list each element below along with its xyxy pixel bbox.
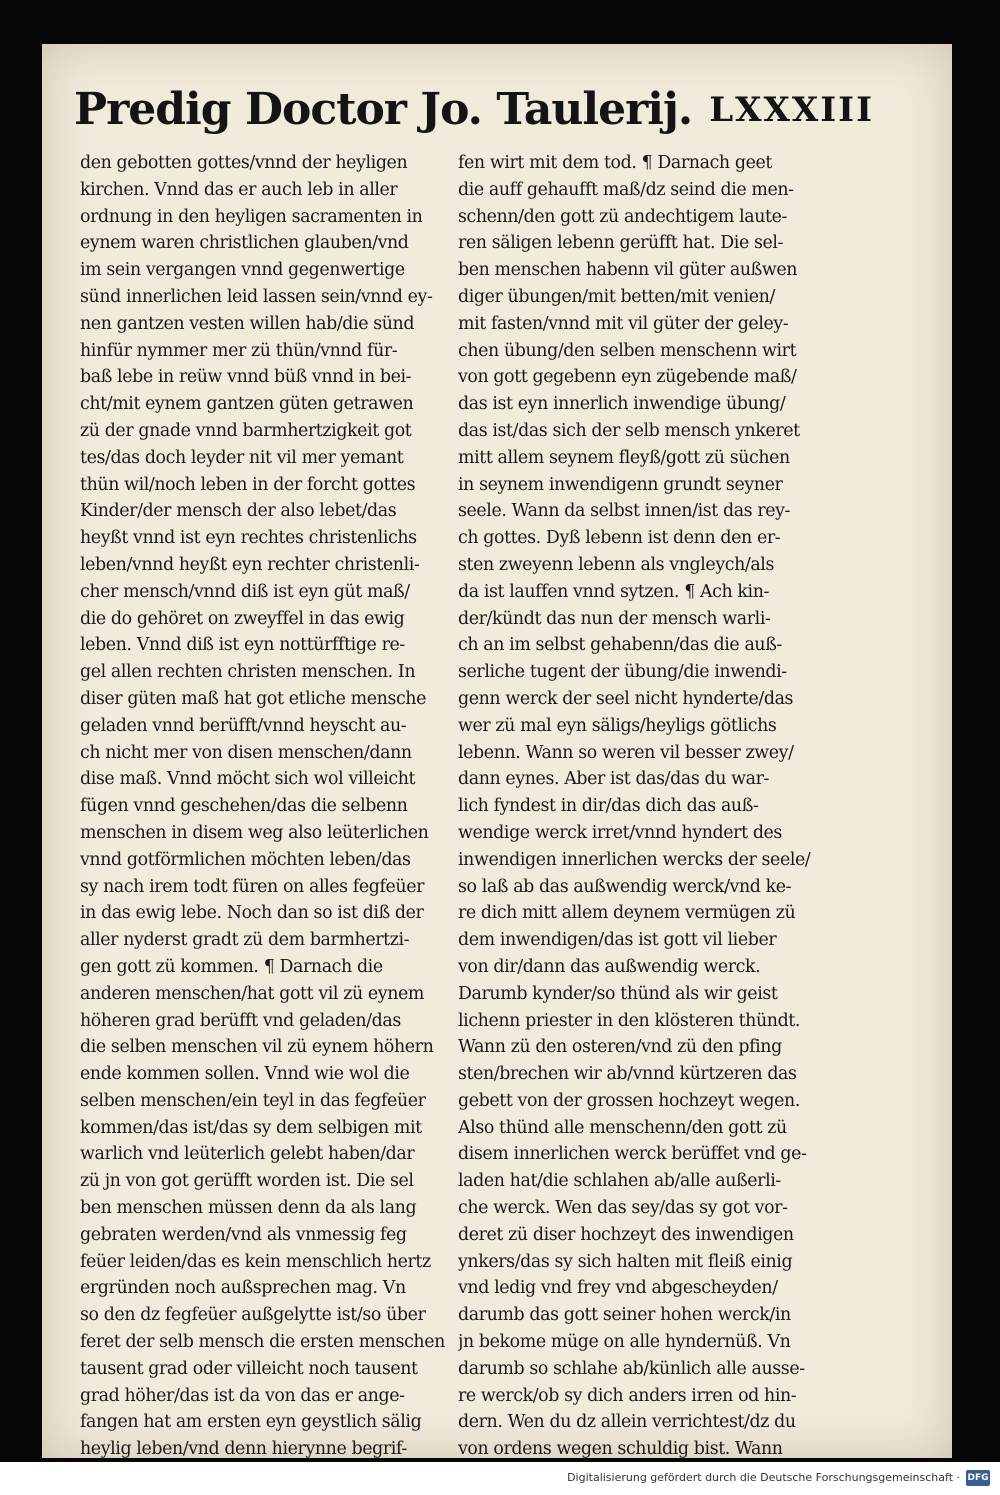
text-line: kommen/das ist/das sy dem selbigen mit bbox=[80, 1117, 422, 1138]
text-line: wendige werck irret/vnnd hyndert des bbox=[458, 822, 782, 843]
text-line: gel allen rechten christen menschen. In bbox=[80, 662, 416, 683]
dfg-logo-icon: DFG bbox=[966, 1470, 990, 1486]
text-line: Darumb kynder/so thünd als wir geist bbox=[458, 983, 778, 1004]
text-line: zü jn von got gerüfft worden ist. Die sel bbox=[80, 1171, 414, 1192]
text-line: jn bekome müge on alle hyndernüß. Vn bbox=[458, 1332, 791, 1353]
text-line: mit fasten/vnnd mit vil güter der geley- bbox=[458, 313, 789, 334]
text-line: tausent grad oder villeicht noch tausent bbox=[80, 1358, 418, 1379]
text-line: höheren grad berüfft vnd geladen/das bbox=[80, 1010, 401, 1031]
text-line: re dich mitt allem deynem vermügen zü bbox=[458, 903, 796, 924]
text-line: Also thünd alle menschenn/den gott zü bbox=[458, 1117, 787, 1138]
text-line: ynkers/das sy sich halten mit fleiß einig bbox=[458, 1251, 793, 1272]
text-line: ben menschen habenn vil güter außwen bbox=[458, 260, 798, 281]
text-line: sten zweyenn lebenn als vngleych/als bbox=[458, 554, 774, 575]
text-line: serliche tugent der übung/die inwendi- bbox=[458, 662, 787, 683]
text-line: menschen in disem weg also leüterlichen bbox=[80, 822, 429, 843]
text-line: aller nyderst gradt zü dem barmhertzi- bbox=[80, 930, 410, 951]
text-line: selben menschen/ein teyl in das fegfeüer bbox=[80, 1090, 426, 1111]
text-line: dise maß. Vnnd möcht sich wol villeicht bbox=[80, 769, 416, 790]
text-line: ch nicht mer von disen menschen/dann bbox=[80, 742, 412, 763]
text-line: laden hat/die schlahen ab/alle außerli- bbox=[458, 1171, 781, 1192]
text-line: die do gehöret on zweyffel in das ewig bbox=[80, 608, 405, 629]
text-line: ch an im selbst gehabenn/das die auß- bbox=[458, 635, 782, 656]
text-line: re werck/ob sy dich anders irren od hin- bbox=[458, 1385, 797, 1406]
text-line: lebenn. Wann so weren vil besser zwey/ bbox=[458, 742, 794, 763]
text-line: lich fyndest in dir/das dich das auß- bbox=[458, 796, 759, 817]
text-line: Kinder/der mensch der also lebet/das bbox=[80, 501, 397, 522]
text-line: das ist eyn innerlich inwendige übung/ bbox=[458, 394, 786, 415]
text-line: warlich vnd leüterlich gelebt haben/dar bbox=[80, 1144, 415, 1165]
text-line: feret der selb mensch die ersten menschen bbox=[80, 1332, 445, 1353]
text-line: im sein vergangen vnnd gegenwertige bbox=[80, 260, 405, 281]
text-line: der/kündt das nun der mensch warli- bbox=[458, 608, 771, 629]
text-line: geladen vnnd berüfft/vnnd heyscht au- bbox=[80, 715, 407, 736]
text-line: feüer leiden/das es kein menschlich hertz bbox=[80, 1251, 431, 1272]
text-line: thün wil/noch leben in der forcht gottes bbox=[80, 474, 416, 495]
text-line: da ist lauffen vnnd sytzen. ¶ Ach kin- bbox=[458, 581, 769, 602]
text-line: genn werck der seel nicht hynderte/das bbox=[458, 688, 794, 709]
text-column-right bbox=[458, 150, 844, 1463]
text-line: schenn/den gott zü andechtigem laute- bbox=[458, 206, 787, 227]
text-line: darumb das gott seiner hohen werck/in bbox=[458, 1305, 791, 1326]
text-line: so den dz fegfeüer außgelytte ist/so über bbox=[80, 1305, 426, 1326]
text-line: nen gantzen vesten willen hab/die sünd bbox=[80, 313, 415, 334]
text-line: gen gott zü kommen. ¶ Darnach die bbox=[80, 956, 383, 977]
text-line: kirchen. Vnnd das er auch leb in aller bbox=[80, 179, 398, 200]
text-line: cht/mit eynem gantzen güten getrawen bbox=[80, 394, 414, 415]
text-line: in seynem inwendigenn grundt seyner bbox=[458, 474, 783, 495]
text-line: hinfür nymmer mer zü thün/vnnd für- bbox=[80, 340, 398, 361]
text-line: deret zü diser hochzeyt des inwendigen bbox=[458, 1224, 794, 1245]
folio-number: LXXXIII bbox=[709, 90, 874, 130]
text-line: dann eynes. Aber ist das/das du war- bbox=[458, 769, 769, 790]
text-line: die auff gehaufft maß/dz seind die men- bbox=[458, 179, 794, 200]
text-line: wer zü mal eyn säligs/heyligs götlichs bbox=[458, 715, 777, 736]
text-line: lichenn priester in den klösteren thündt. bbox=[458, 1010, 801, 1031]
text-line: seele. Wann da selbst innen/ist das rey- bbox=[458, 501, 791, 522]
footer-bar bbox=[0, 1462, 1000, 1495]
text-line: ende kommen sollen. Vnnd wie wol die bbox=[80, 1064, 410, 1085]
text-line: baß lebe in reüw vnnd büß vnnd in bei- bbox=[80, 367, 412, 388]
funding-credit: Digitalisierung gefördert durch die Deutsche Forschungsgemeinschaft · bbox=[567, 1471, 960, 1484]
text-line: dem inwendigen/das ist gott vil lieber bbox=[458, 930, 777, 951]
text-line: Wann zü den osteren/vnd zü den pfing bbox=[458, 1037, 782, 1058]
text-line: so laß ab das außwendig werck/vnd ke- bbox=[458, 876, 792, 897]
text-line: ren säligen lebenn gerüfft hat. Die sel- bbox=[458, 233, 784, 254]
text-line: von ordens wegen schuldig bist. Wann bbox=[458, 1439, 783, 1460]
text-line: heylig leben/vnd denn hierynne begrif- bbox=[80, 1439, 407, 1460]
text-line: von dir/dann das außwendig werck. bbox=[458, 956, 761, 977]
text-line: ben menschen müssen denn da als lang bbox=[80, 1198, 417, 1219]
text-line: chen übung/den selben menschenn wirt bbox=[458, 340, 797, 361]
text-line: sten/brechen wir ab/vnnd kürtzeren das bbox=[458, 1064, 797, 1085]
text-line: gebraten werden/vnd als vnmessig feg bbox=[80, 1224, 407, 1245]
text-line: fügen vnnd geschehen/das die selbenn bbox=[80, 796, 408, 817]
text-line: vnnd gotförmlichen möchten leben/das bbox=[80, 849, 411, 870]
text-line: eynem waren christlichen glauben/vnd bbox=[80, 233, 409, 254]
text-line: leben. Vnnd diß ist eyn nottürfftige re- bbox=[80, 635, 405, 656]
text-line: die selben menschen vil zü eynem höhern bbox=[80, 1037, 434, 1058]
text-line: gebett von der grossen hochzeyt wegen. bbox=[458, 1090, 800, 1111]
text-line: das ist/das sich der selb mensch ynkeret bbox=[458, 420, 800, 441]
text-line: von gott gegebenn eyn zügebende maß/ bbox=[458, 367, 797, 388]
text-line: grad höher/das ist da von das er ange- bbox=[80, 1385, 405, 1406]
text-line: ch gottes. Dyß lebenn ist denn den er- bbox=[458, 528, 781, 549]
text-line: fen wirt mit dem tod. ¶ Darnach geet bbox=[458, 153, 772, 173]
text-line: mitt allem seynem fleyß/gott zü süchen bbox=[458, 447, 790, 468]
text-line: cher mensch/vnnd diß ist eyn güt maß/ bbox=[80, 581, 410, 602]
text-line: dern. Wen du dz allein verrichtest/dz du bbox=[458, 1412, 796, 1433]
text-line: che werck. Wen das sey/das sy got vor- bbox=[458, 1198, 788, 1219]
text-line: anderen menschen/hat gott vil zü eynem bbox=[80, 983, 424, 1004]
text-line: diger übungen/mit betten/mit venien/ bbox=[458, 286, 775, 307]
text-line: vnd ledig vnd frey vnd abgescheyden/ bbox=[458, 1278, 778, 1299]
book-page bbox=[42, 44, 952, 1458]
text-line: in das ewig lebe. Noch dan so ist diß der bbox=[80, 903, 424, 924]
text-line: darumb so schlahe ab/künlich alle ausse- bbox=[458, 1358, 805, 1379]
text-line: den gebotten gottes/vnnd der heyligen bbox=[80, 153, 408, 173]
text-line: ergründen noch außsprechen mag. Vn bbox=[80, 1278, 406, 1299]
text-line: leben/vnnd heyßt eyn rechter christenli- bbox=[80, 554, 420, 575]
text-line: disem innerlichen werck berüffet vnd ge- bbox=[458, 1144, 807, 1165]
text-line: ordnung in den heyligen sacramenten in bbox=[80, 206, 423, 227]
text-line: sünd innerlichen leid lassen sein/vnnd ey- bbox=[80, 286, 433, 307]
text-column-left bbox=[80, 150, 466, 1463]
text-line: diser güten maß hat got etliche mensche bbox=[80, 688, 427, 709]
text-line: fangen hat am ersten eyn geystlich sälig bbox=[80, 1412, 422, 1433]
text-line: heyßt vnnd ist eyn rechtes christenlichs bbox=[80, 528, 417, 549]
running-title: Predig Doctor Jo. Taulerij. bbox=[74, 84, 693, 135]
text-line: inwendigen innerlichen wercks der seele/ bbox=[458, 849, 811, 870]
page-header bbox=[74, 84, 874, 154]
text-line: sy nach irem todt füren on alles fegfeüer bbox=[80, 876, 425, 897]
text-line: zü der gnade vnnd barmhertzigkeit got bbox=[80, 420, 412, 441]
text-line: tes/das doch leyder nit vil mer yemant bbox=[80, 447, 404, 468]
